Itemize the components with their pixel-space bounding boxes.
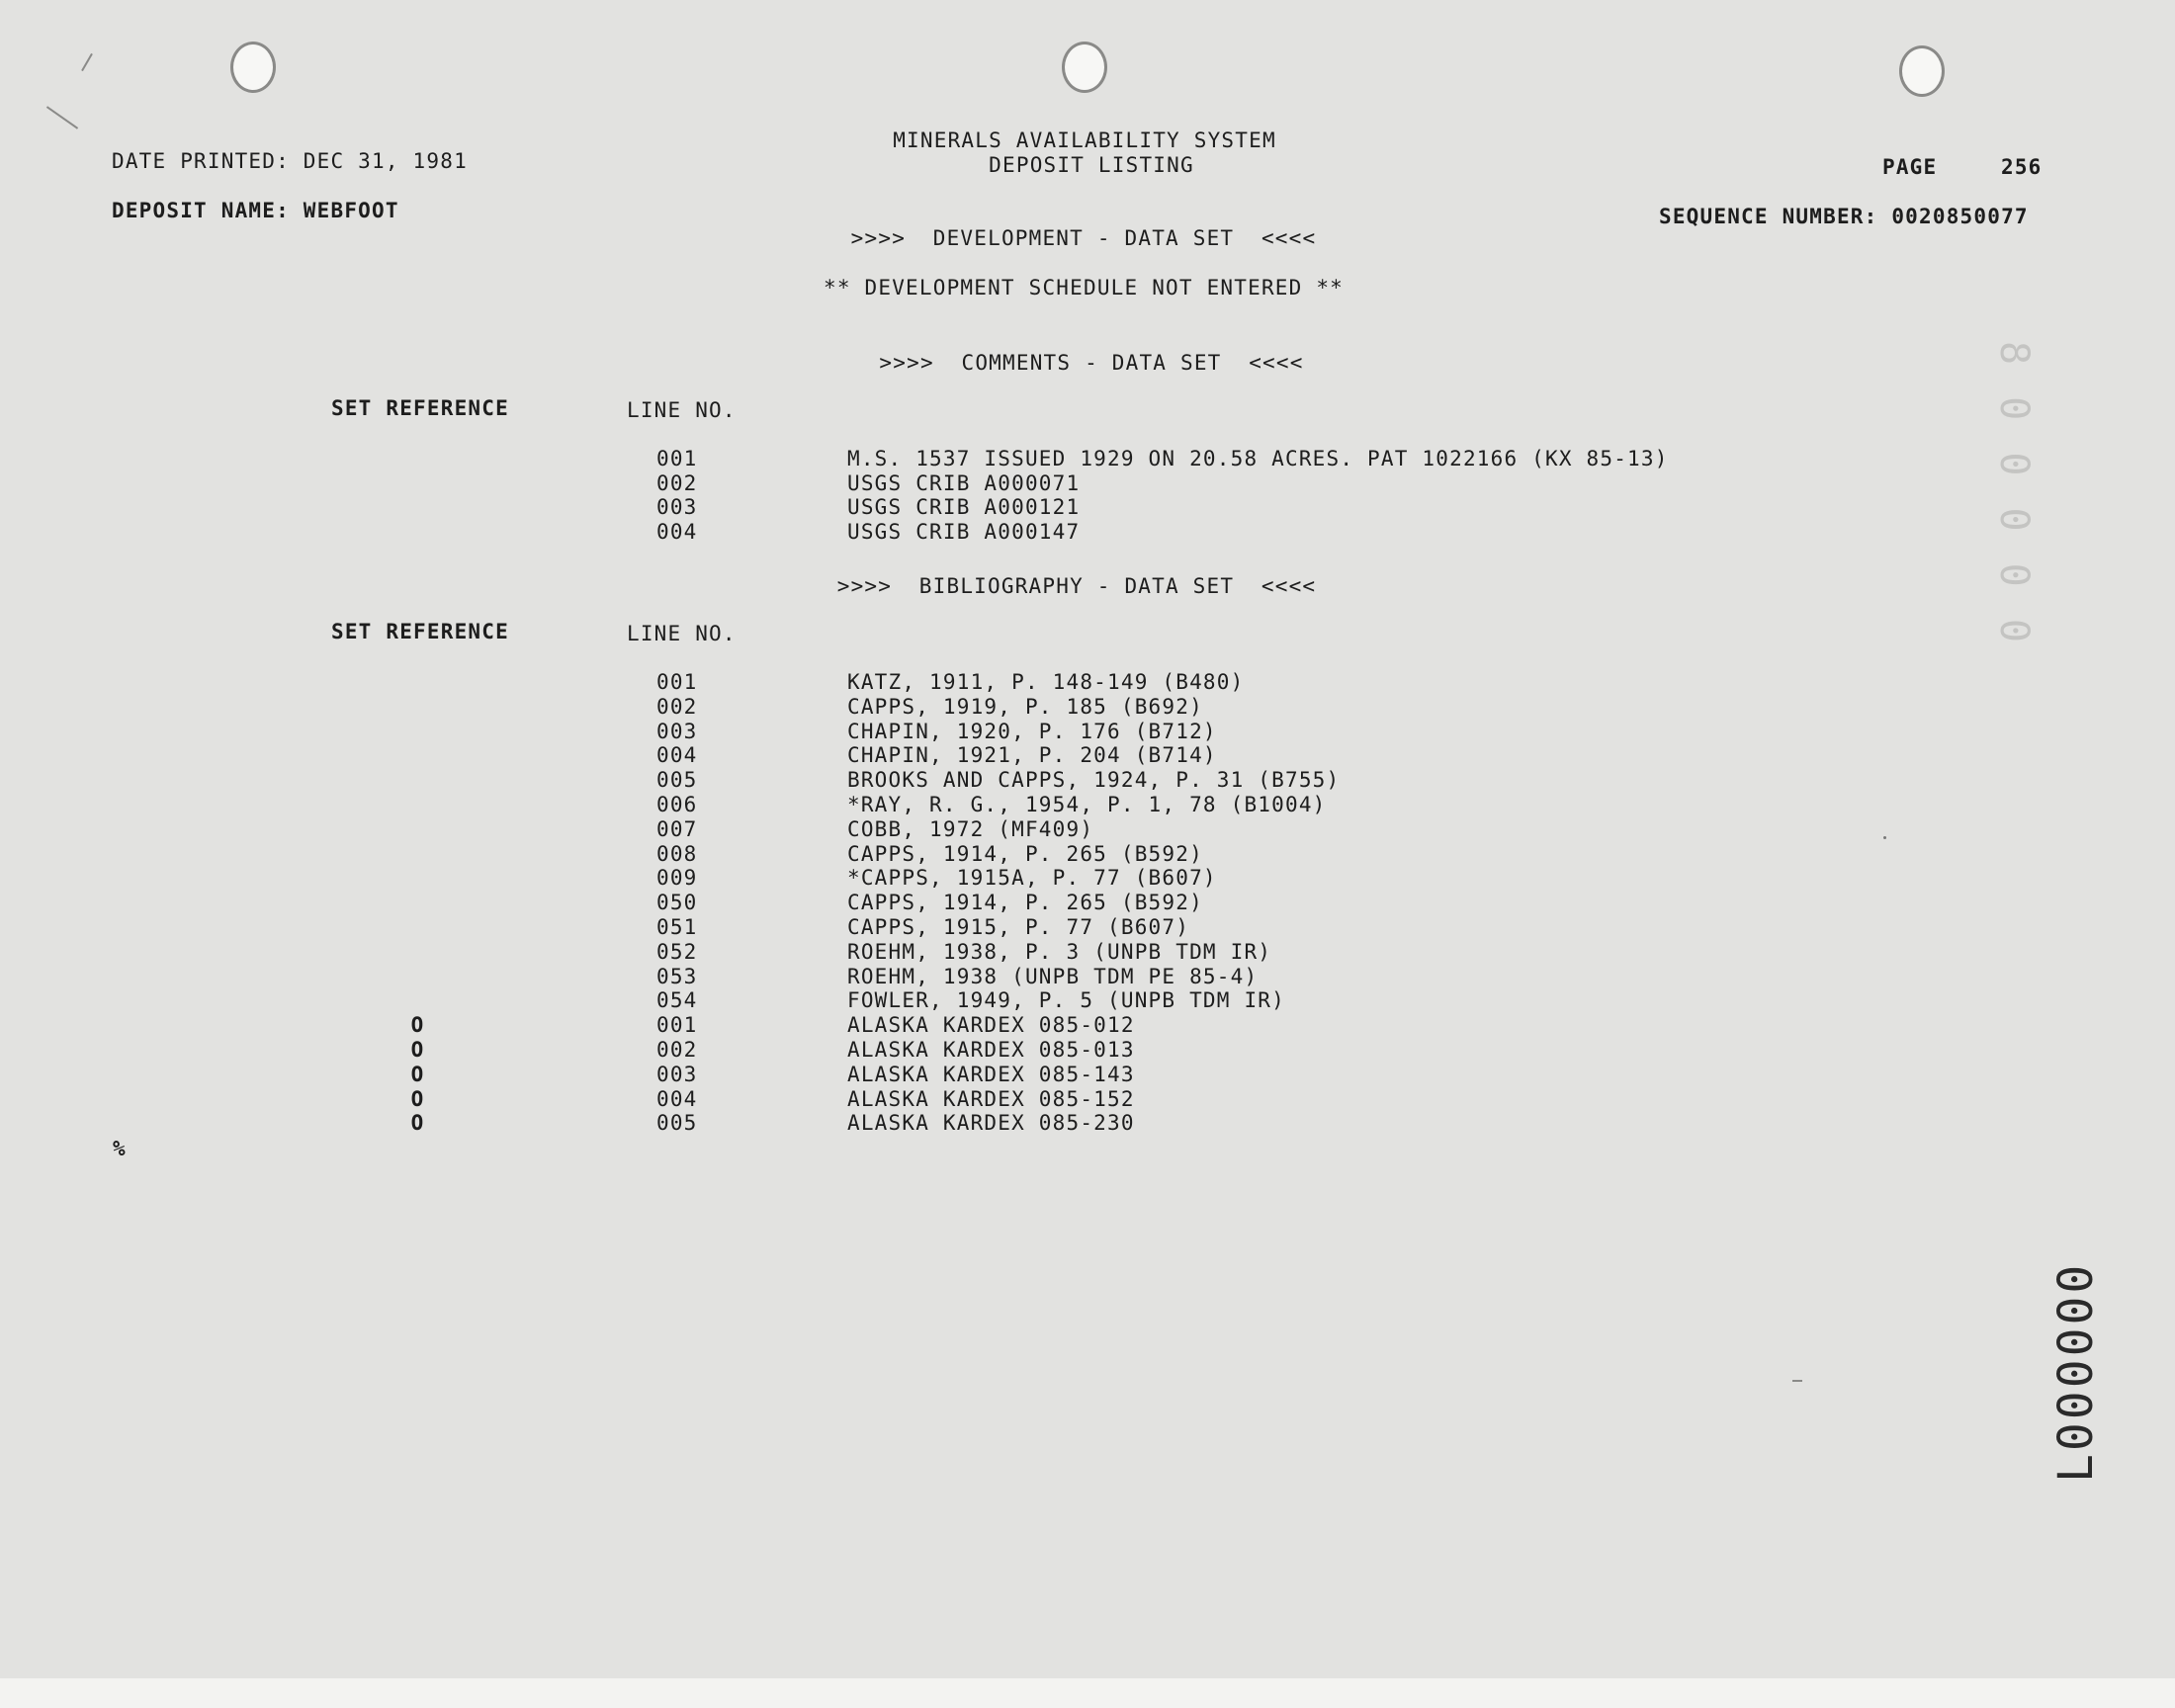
line-number: 053	[656, 964, 698, 988]
line-number: 001	[656, 447, 698, 470]
bibliography-row	[0, 793, 2175, 817]
line-number: 004	[656, 519, 698, 544]
bibliography-col-line-no: LINE NO.	[627, 622, 737, 645]
page-label: PAGE	[1882, 155, 1938, 179]
bibliography-row	[0, 842, 2175, 867]
bibliography-row	[0, 940, 2175, 965]
line-number: 005	[656, 768, 698, 793]
development-note: ** DEVELOPMENT SCHEDULE NOT ENTERED **	[823, 276, 1345, 299]
line-number: 002	[656, 1038, 698, 1062]
comments-heading: >>>> COMMENTS - DATA SET <<<<	[879, 351, 1304, 375]
bibliography-col-set-reference: SET REFERENCE	[331, 620, 509, 643]
comment-text: M.S. 1537 ISSUED 1929 ON 20.58 ACRES. PAT 1022166 (KX 85-13)	[847, 447, 1669, 470]
line-number: 054	[656, 988, 698, 1013]
comment-row	[0, 495, 2175, 520]
comments-col-line-no: LINE NO.	[627, 398, 737, 422]
comment-text: USGS CRIB A000071	[847, 470, 1081, 495]
deposit-name: DEPOSIT NAME: WEBFOOT	[112, 199, 399, 222]
punch-hole-center	[1062, 42, 1107, 93]
line-number: 052	[656, 939, 698, 964]
bibliography-text: ROEHM, 1938, P. 3 (UNPB TDM IR)	[847, 939, 1272, 964]
bibliography-row	[0, 720, 2175, 744]
bibliography-text: CHAPIN, 1921, P. 204 (B714)	[847, 743, 1217, 768]
line-number: 002	[656, 694, 698, 719]
bibliography-text: ALASKA KARDEX 085-152	[847, 1086, 1135, 1111]
line-number: 003	[656, 719, 698, 743]
bibliography-text: ALASKA KARDEX 085-143	[847, 1062, 1135, 1086]
bibliography-row	[0, 1087, 2175, 1112]
bibliography-row	[0, 1063, 2175, 1087]
bibliography-row	[0, 743, 2175, 768]
bibliography-row	[0, 1111, 2175, 1136]
report-title: DEPOSIT LISTING	[989, 153, 1194, 177]
line-number: 002	[656, 470, 698, 495]
set-reference: O	[410, 1038, 424, 1062]
bibliography-text: CAPPS, 1914, P. 265 (B592)	[847, 891, 1203, 915]
end-marker: %	[113, 1137, 127, 1160]
bibliography-row	[0, 1013, 2175, 1038]
bibliography-heading: >>>> BIBLIOGRAPHY - DATA SET <<<<	[836, 574, 1317, 598]
line-number: 001	[656, 670, 698, 694]
bibliography-text: CHAPIN, 1920, P. 176 (B712)	[847, 719, 1217, 743]
bibliography-text: COBB, 1972 (MF409)	[847, 816, 1094, 841]
line-number: 008	[656, 841, 698, 866]
bibliography-text: KATZ, 1911, P. 148-149 (B480)	[847, 670, 1245, 694]
system-title: MINERALS AVAILABILITY SYSTEM	[893, 128, 1276, 152]
bibliography-text: ALASKA KARDEX 085-013	[847, 1038, 1135, 1062]
bibliography-row	[0, 768, 2175, 793]
bibliography-row	[0, 965, 2175, 989]
faint-bleed-marks: 8 0 0 0 0 0	[1991, 341, 2037, 646]
line-number: 006	[656, 793, 698, 816]
bibliography-text: BROOKS AND CAPPS, 1924, P. 31 (B755)	[847, 768, 1341, 793]
comment-row	[0, 447, 2175, 471]
bibliography-text: ALASKA KARDEX 085-012	[847, 1013, 1135, 1038]
punch-hole-right	[1899, 45, 1945, 97]
set-reference: O	[410, 1013, 424, 1038]
page-number: 256	[2001, 155, 2043, 179]
side-code: L000000	[2048, 1261, 2104, 1483]
line-number: 009	[656, 866, 698, 891]
development-heading: >>>> DEVELOPMENT - DATA SET <<<<	[850, 226, 1317, 250]
line-number: 050	[656, 891, 698, 915]
bibliography-row	[0, 1038, 2175, 1063]
line-number: 007	[656, 816, 698, 841]
bibliography-text: ALASKA KARDEX 085-230	[847, 1111, 1135, 1136]
date-printed: DATE PRINTED: DEC 31, 1981	[112, 149, 468, 173]
bibliography-row	[0, 817, 2175, 842]
bibliography-text: CAPPS, 1915, P. 77 (B607)	[847, 915, 1190, 939]
bibliography-text: FOWLER, 1949, P. 5 (UNPB TDM IR)	[847, 988, 1285, 1013]
comment-text: USGS CRIB A000121	[847, 495, 1081, 520]
bibliography-row	[0, 695, 2175, 720]
bibliography-row	[0, 915, 2175, 940]
line-number: 004	[656, 1086, 698, 1111]
scan-speck	[1792, 1380, 1802, 1382]
set-reference: O	[410, 1086, 424, 1111]
line-number: 003	[656, 495, 698, 520]
punch-hole-left	[230, 42, 276, 93]
bibliography-text: *RAY, R. G., 1954, P. 1, 78 (B1004)	[847, 793, 1327, 816]
comment-text: USGS CRIB A000147	[847, 519, 1081, 544]
line-number: 051	[656, 915, 698, 939]
comment-row	[0, 520, 2175, 545]
bibliography-row	[0, 866, 2175, 891]
line-number: 004	[656, 743, 698, 768]
bibliography-row	[0, 988, 2175, 1013]
line-number: 003	[656, 1062, 698, 1086]
set-reference: O	[410, 1111, 424, 1136]
scan-bottom-edge	[0, 1678, 2175, 1708]
bibliography-row	[0, 891, 2175, 915]
comments-col-set-reference: SET REFERENCE	[331, 396, 509, 420]
bibliography-text: ROEHM, 1938 (UNPB TDM PE 85-4)	[847, 964, 1259, 988]
bibliography-text: CAPPS, 1914, P. 265 (B592)	[847, 841, 1203, 866]
line-number: 005	[656, 1111, 698, 1136]
sequence-number: SEQUENCE NUMBER: 0020850077	[1659, 205, 2029, 228]
set-reference: O	[410, 1062, 424, 1086]
bibliography-row	[0, 670, 2175, 695]
bibliography-text: CAPPS, 1919, P. 185 (B692)	[847, 694, 1203, 719]
line-number: 001	[656, 1013, 698, 1038]
comment-row	[0, 471, 2175, 496]
bibliography-text: *CAPPS, 1915A, P. 77 (B607)	[847, 866, 1217, 891]
